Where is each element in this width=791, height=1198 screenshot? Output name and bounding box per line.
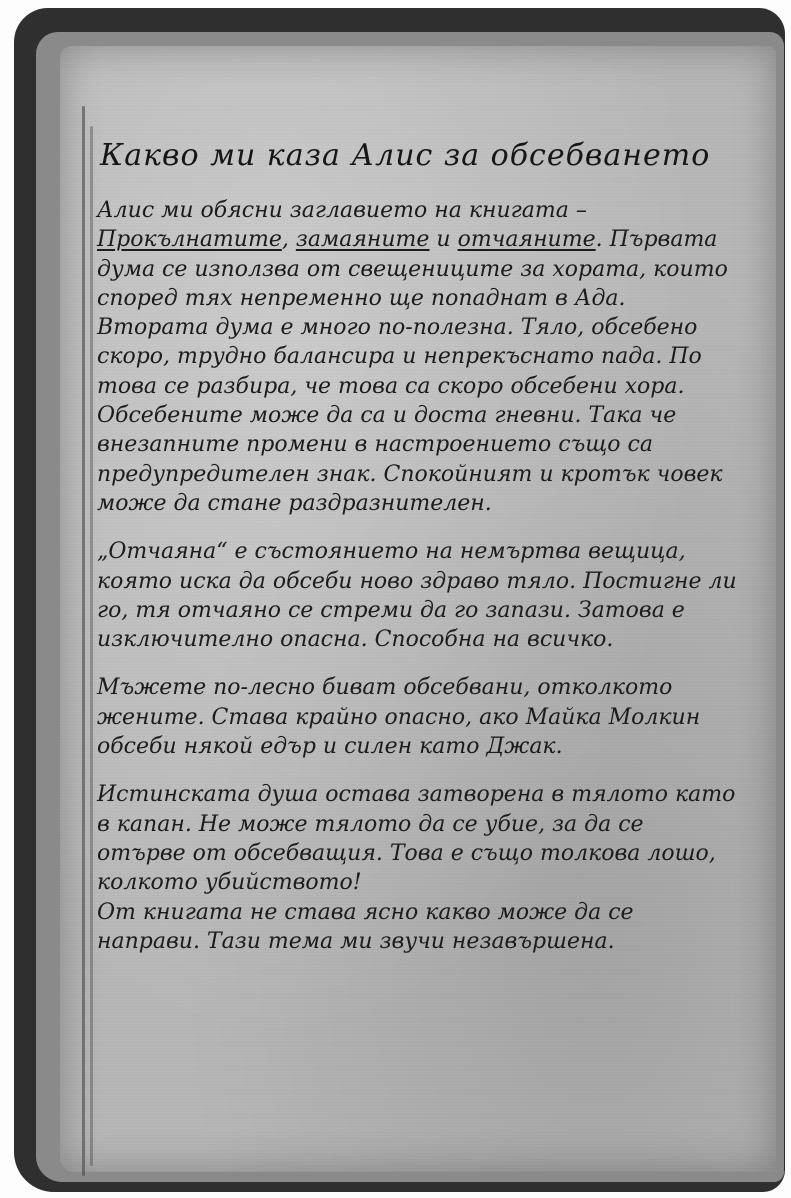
page-fold-line: [82, 106, 85, 1176]
page-body: [97, 196, 737, 975]
intro-text-after: . Първата дума се използва от свещениците за хората, които според тях непременно ще попаднат в Ада. Втората дума е много по-полезна. Тяло, обсебено скоро, трудно балансира и непрекъснато пада. По това се разбира, че това са скоро обсебени хора. Обсебените може да са и доста гневни. Така че внезапните промени в настроението също са предупредителен знак. Спокойният и кротък човек може да стане раздразнителен.: [97, 227, 728, 516]
page-fold-line-inner: [90, 126, 93, 1166]
separator-comma: ,: [281, 227, 296, 253]
separator-and: и: [429, 227, 458, 253]
intro-paragraph: [97, 196, 737, 518]
paragraph-closing: От книгата не става ясно какво може да се направи. Тази тема ми звучи незавършена.: [97, 899, 634, 954]
intro-text-before: Алис ми обясни заглавието на книгата –: [97, 198, 587, 223]
paragraph-men: Мъжете по-лесно биват обсебвани, отколкото жените. Става крайно опасно, ако Майка Молкин обсеби някой едър и силен като Джак.: [97, 675, 701, 760]
term-desperate: отчаяните: [457, 227, 596, 253]
paragraph-true-soul: Истинската душа остава затворена в тялото като в капан. Не може тялото да се убие, за да се отърве от обсебващия. Това е също толкова лошо, колкото убийството!: [97, 782, 736, 896]
term-cursed: Прокълнатите: [97, 227, 282, 253]
page-title: Какво ми каза Алис за обсебването: [100, 138, 711, 173]
paragraph-desperate: „Отчаяна“ е състоянието на немъртва вещица, която иска да обсеби ново здраво тяло. Постигне ли го, тя отчаяно се стреми да го запази. Затова е изключително опасна. Способна на всичко.: [97, 539, 737, 653]
term-dazed: замаяните: [295, 227, 430, 253]
